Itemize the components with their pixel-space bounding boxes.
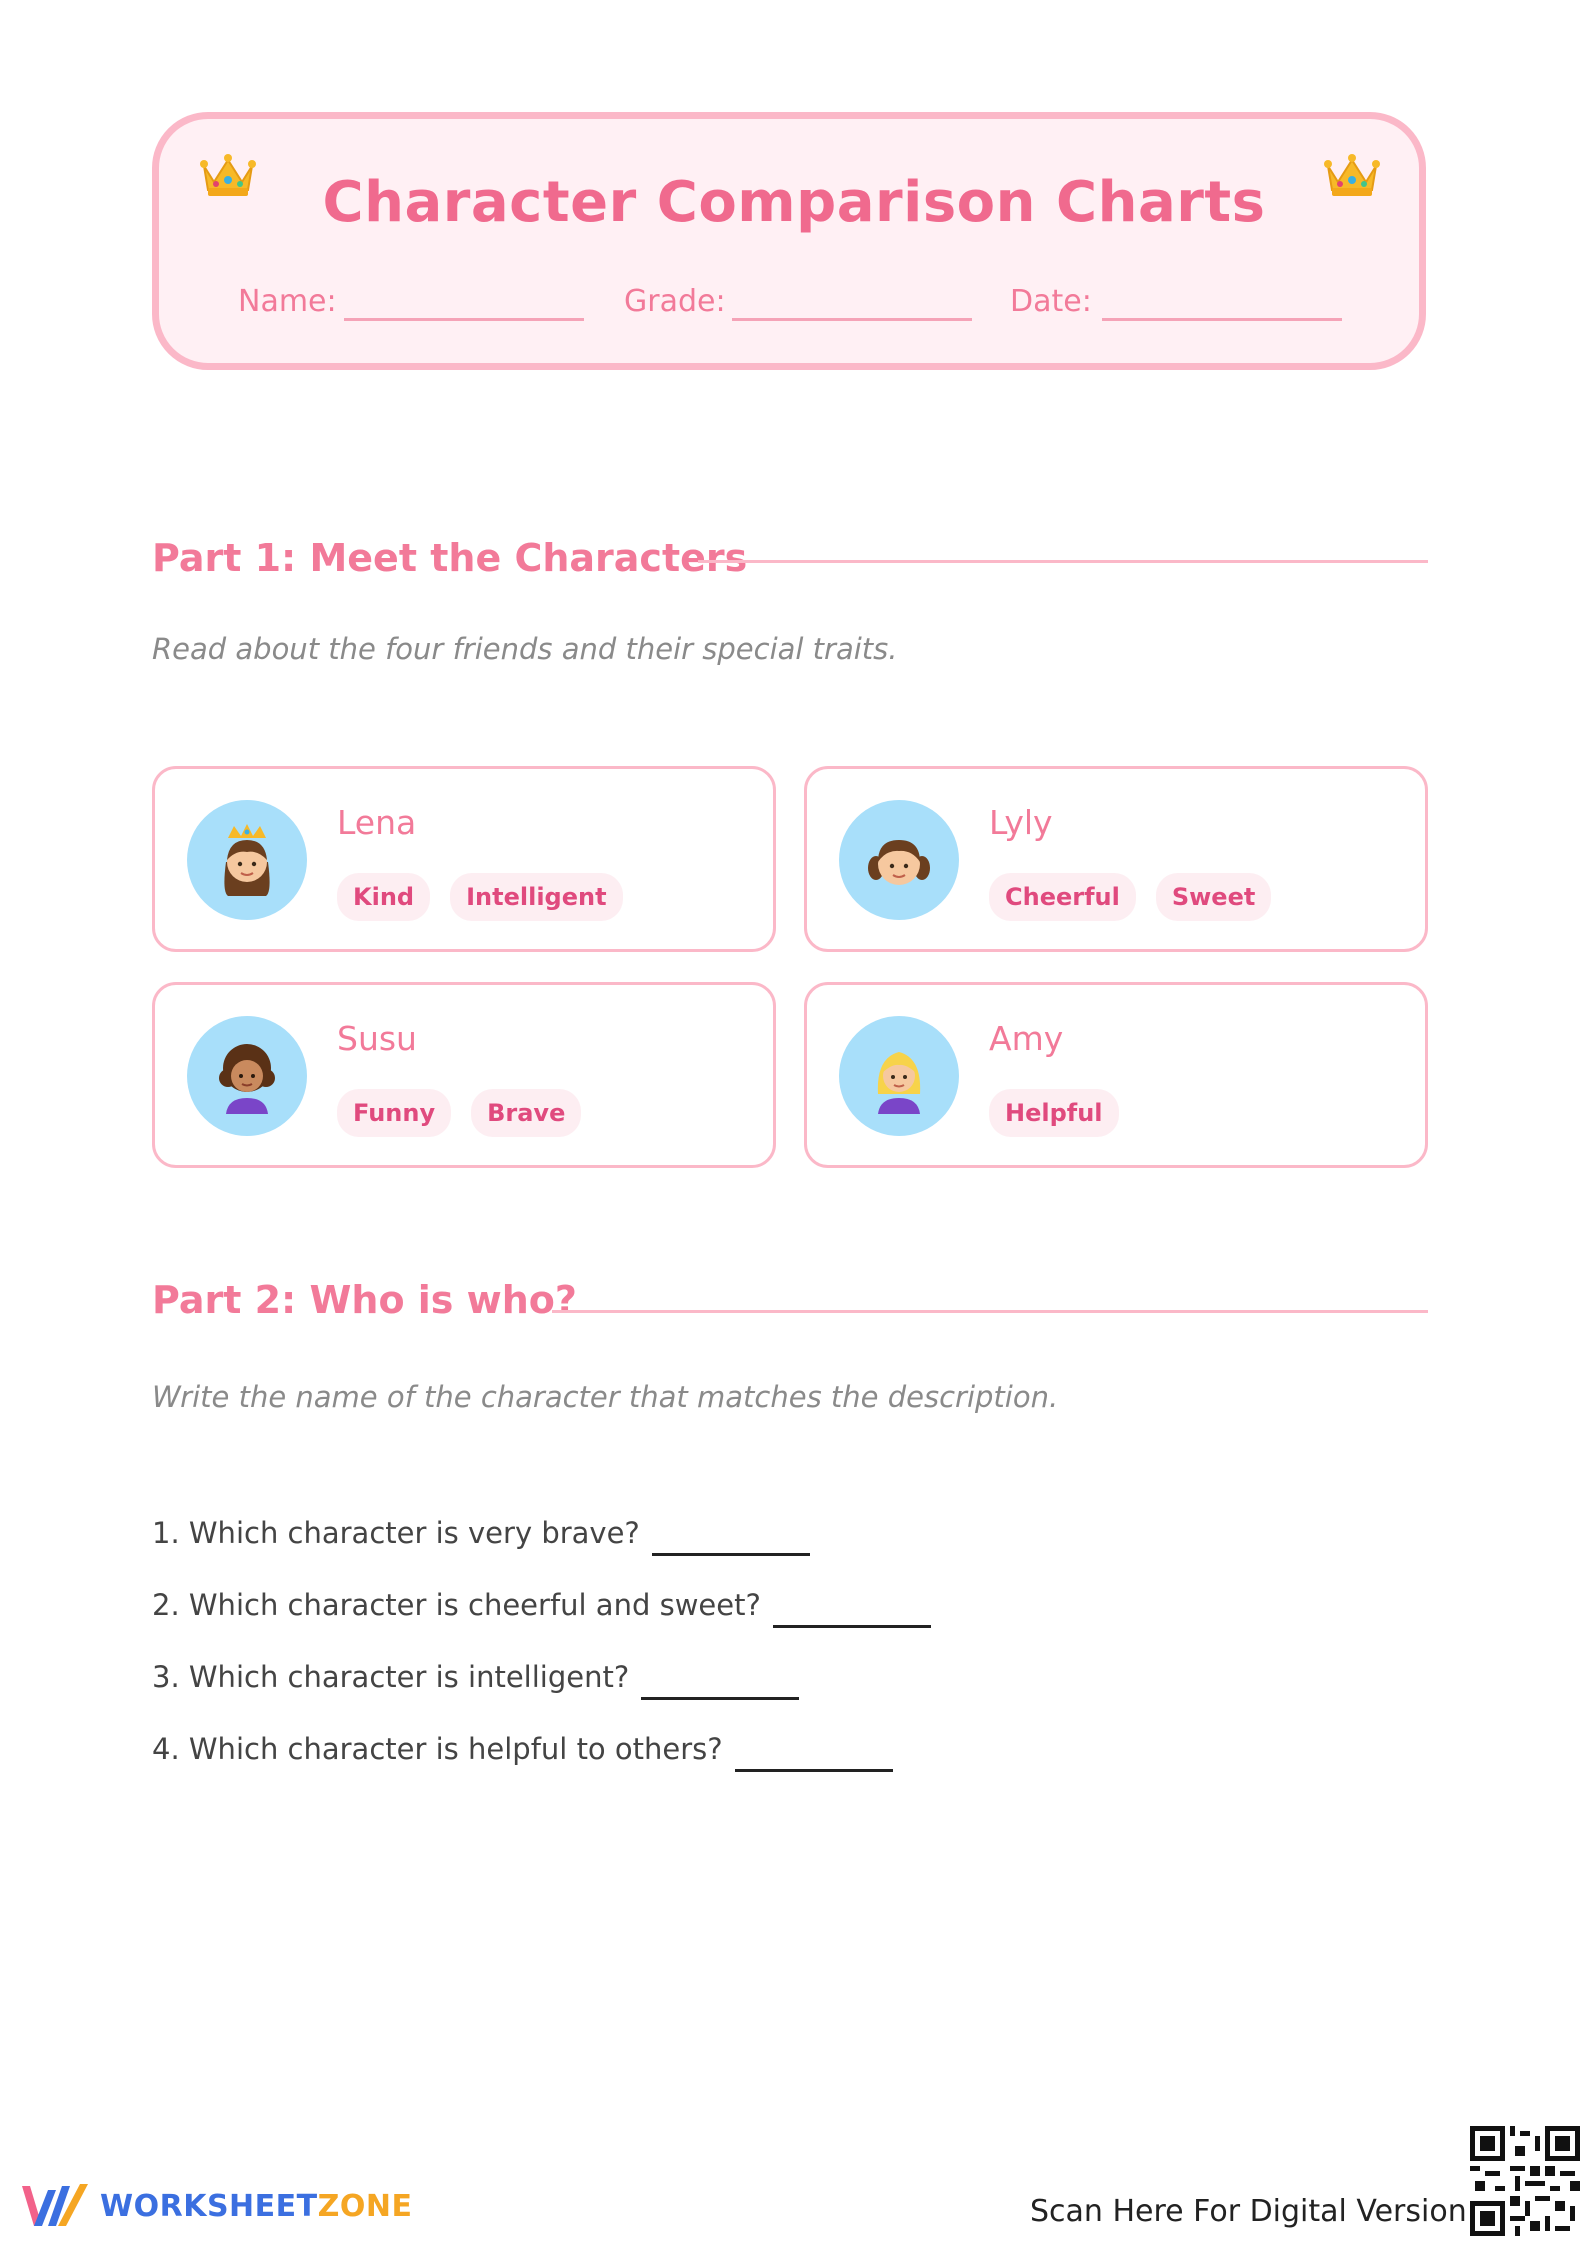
character-name: Susu	[337, 1019, 417, 1058]
avatar	[187, 800, 307, 920]
character-card-lyly	[804, 766, 1428, 952]
trait-tag: Brave	[471, 1089, 581, 1137]
part1-title: Part 1: Meet the Characters	[152, 536, 748, 580]
princess-icon	[214, 822, 280, 898]
answer-field-2[interactable]	[773, 1624, 931, 1628]
trait-tag: Intelligent	[450, 873, 622, 921]
header-box	[152, 112, 1426, 370]
question-text: 3. Which character is intelligent?	[152, 1660, 630, 1694]
trait-tags	[337, 873, 623, 921]
name-field[interactable]	[344, 318, 584, 321]
question-1	[152, 1516, 810, 1550]
character-name: Lyly	[989, 803, 1053, 842]
character-card-lena	[152, 766, 776, 952]
worksheetzone-logo[interactable]	[18, 2180, 412, 2232]
part2-title: Part 2: Who is who?	[152, 1278, 577, 1322]
logo-text-primary: WORKSHEET	[100, 2188, 318, 2224]
trait-tags	[337, 1089, 581, 1137]
trait-tag: Funny	[337, 1089, 451, 1137]
trait-tag: Sweet	[1156, 873, 1271, 921]
blond-woman-icon	[866, 1038, 932, 1114]
trait-tags	[989, 1089, 1119, 1137]
question-2	[152, 1588, 931, 1622]
date-field[interactable]	[1102, 318, 1342, 321]
trait-tag: Helpful	[989, 1089, 1119, 1137]
question-text: 1. Which character is very brave?	[152, 1516, 640, 1550]
trait-tag: Cheerful	[989, 873, 1136, 921]
qr-code-icon[interactable]	[1470, 2126, 1580, 2236]
avatar	[839, 1016, 959, 1136]
character-name: Amy	[989, 1019, 1064, 1058]
logo-text-secondary: ZONE	[317, 2188, 413, 2224]
part1-subtitle: Read about the four friends and their special traits.	[152, 632, 898, 666]
answer-field-1[interactable]	[652, 1552, 810, 1556]
avatar	[187, 1016, 307, 1136]
character-name: Lena	[337, 803, 417, 842]
scan-text: Scan Here For Digital Version	[1030, 2194, 1467, 2229]
character-card-susu	[152, 982, 776, 1168]
question-text: 4. Which character is helpful to others?	[152, 1732, 723, 1766]
grade-label: Grade:	[624, 284, 726, 319]
page-title: Character Comparison Charts	[322, 170, 1266, 235]
answer-field-3[interactable]	[641, 1696, 799, 1700]
trait-tags	[989, 873, 1271, 921]
part2-subtitle: Write the name of the character that matches the description.	[152, 1380, 1059, 1414]
question-text: 2. Which character is cheerful and sweet?	[152, 1588, 761, 1622]
question-3	[152, 1660, 799, 1694]
girl-icon	[866, 822, 932, 898]
name-label: Name:	[238, 284, 337, 319]
curly-hair-woman-icon	[214, 1038, 280, 1114]
trait-tag: Kind	[337, 873, 430, 921]
logo-icon	[18, 2180, 90, 2232]
date-label: Date:	[1010, 284, 1092, 319]
question-4	[152, 1732, 893, 1766]
part1-rule	[698, 560, 1428, 563]
character-card-amy	[804, 982, 1428, 1168]
part2-rule	[552, 1310, 1428, 1313]
grade-field[interactable]	[732, 318, 972, 321]
answer-field-4[interactable]	[735, 1768, 893, 1772]
avatar	[839, 800, 959, 920]
